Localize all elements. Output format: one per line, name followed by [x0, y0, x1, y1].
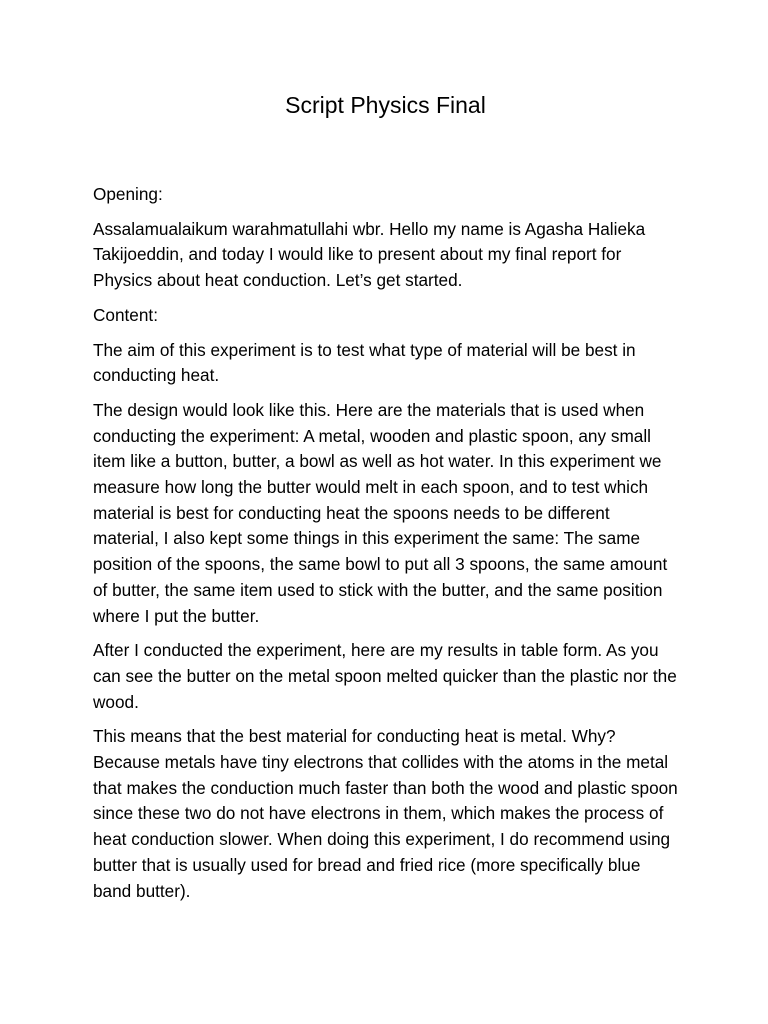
opening-heading: Opening:: [93, 184, 163, 204]
aim-paragraph: The aim of this experiment is to test what type of material will be best in conducting heat.: [93, 339, 636, 386]
design-paragraph: The design would look like this. Here are the materials that is used when conducting the experiment: A metal, wooden and plastic spoon, any small item like a button, butter, a bowl as well as hot water. In this experiment we measure how long the butter would melt in each spoon, and to test which material is best for conducting heat the spoons needs to be different material, I also kept some things in this experiment the same: The same position of the spoons, the same bowl to put all 3 spoons, the same amount of butter, the same item used to stick with the butter, and the same position where I put the butter.: [93, 399, 668, 626]
conclusion-paragraph: This means that the best material for conducting heat is metal. Why? Because metals have tiny electrons that collides with the atoms in the metal that makes the conduction much faster than both the wood and plastic spoon since these two do not have electrons in them, which makes the process of heat conduction slower. When doing this experiment, I do recommend using butter that is usually used for bread and fried rice (more specifically blue band butter).: [93, 726, 678, 901]
results-paragraph: After I conducted the experiment, here are my results in table form. As you can see the butter on the metal spoon melted quicker than the plastic nor the wood.: [93, 640, 677, 712]
content-heading: Content:: [93, 304, 158, 325]
opening-paragraph: Assalamualaikum warahmatullahi wbr. Hello my name is Agasha Halieka Takijoeddin, and today I would like to present about my final report for Physics about heat conduction. Let’s get started.: [93, 218, 646, 291]
document-title: Script Physics Final: [285, 92, 486, 118]
